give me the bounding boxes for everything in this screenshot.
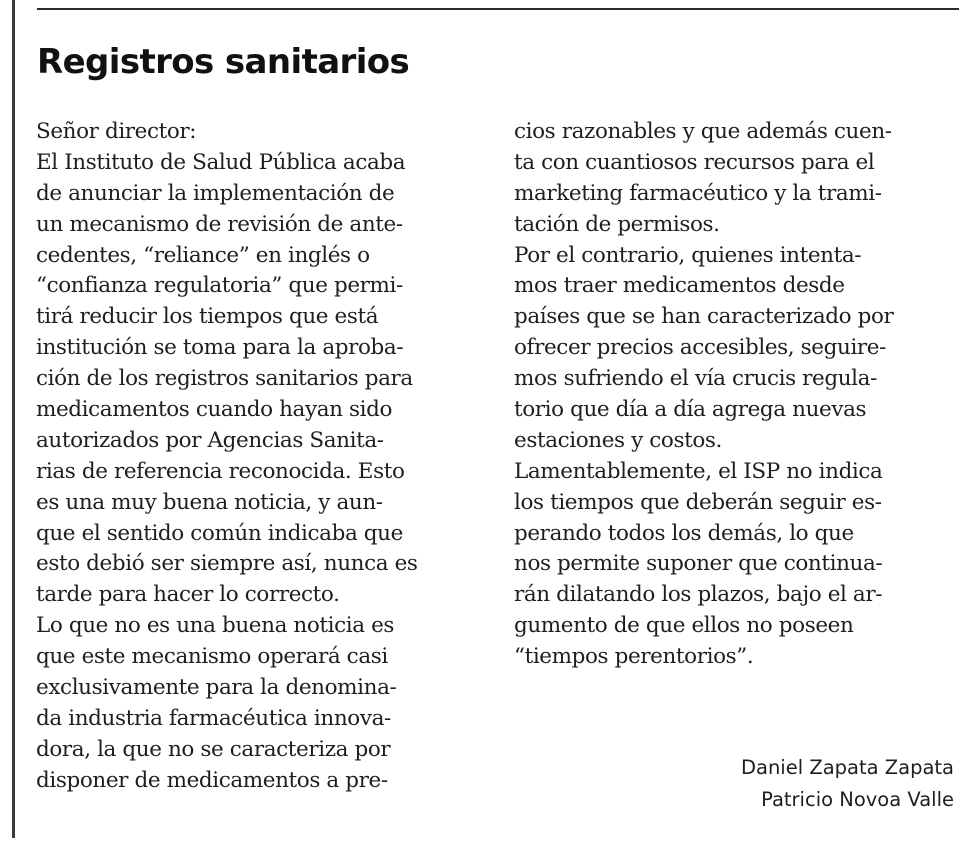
text-line: gumento de que ellos no poseen [514,613,854,639]
signature-name: Patricio Novoa Valle [761,788,954,811]
article-body-left-column [36,117,496,797]
text-line: Por el contrario, quienes intenta- [514,242,862,268]
text-line: cedentes, “reliance” en inglés o [36,242,370,268]
column-divider-rule [12,0,15,838]
text-line: da industria farmacéutica innova- [36,705,391,731]
text-line: disponer de medicamentos a pre- [36,767,388,793]
article-body-right-column [514,117,964,673]
article-title: Registros sanitarios [37,42,410,82]
text-line: autorizados por Agencias Sanita- [36,427,384,453]
text-line: marketing farmacéutico y la trami- [514,180,882,206]
text-line: torio que día a día agrega nuevas [514,397,867,423]
text-line: nos permite suponer que continua- [514,551,883,577]
text-line: tación de permisos. [514,211,720,237]
text-line: tarde para hacer lo correcto. [36,582,340,608]
text-line: los tiempos que deberán seguir es- [514,489,882,515]
text-line: El Instituto de Salud Pública acaba [36,149,406,175]
text-line: “tiempos perentorios”. [514,644,754,670]
text-line: que el sentido común indicaba que [36,520,403,546]
text-line: un mecanismo de revisión de ante- [36,211,403,237]
text-line: es una muy buena noticia, y aun- [36,489,383,515]
text-line: rán dilatando los plazos, bajo el ar- [514,582,883,608]
text-line: mos traer medicamentos desde [514,273,845,299]
text-line: “confianza regulatoria” que permi- [36,273,403,299]
text-line: perando todos los demás, lo que [514,520,854,546]
header-rule [37,8,959,10]
text-line: mos sufriendo el vía crucis regula- [514,366,877,392]
text-line: exclusivamente para la denomina- [36,675,397,701]
text-line: dora, la que no se caracteriza por [36,736,391,762]
text-line: medicamentos cuando hayan sido [36,397,393,423]
text-line: ción de los registros sanitarios para [36,366,413,392]
text-line: cios razonables y que además cuen- [514,119,892,144]
text-line: ofrecer precios accesibles, seguire- [514,335,886,361]
text-line: países que se han caracterizado por [514,304,894,330]
text-line: Lo que no es una buena noticia es [36,613,395,639]
text-line: tirá reducir los tiempos que está [36,304,379,330]
text-line: de anunciar la implementación de [36,180,395,206]
text-line: ta con cuantiosos recursos para el [514,149,875,175]
text-line: rias de referencia reconocida. Esto [36,458,405,484]
signature-block [741,752,954,816]
text-line: estaciones y costos. [514,427,722,453]
text-line: esto debió ser siempre así, nunca es [36,551,418,577]
signature-name: Daniel Zapata Zapata [740,756,954,779]
text-line: que este mecanismo operará casi [36,644,388,670]
text-line: Señor director: [36,119,197,144]
text-line: institución se toma para la aproba- [36,335,404,361]
text-line: Lamentablemente, el ISP no indica [514,458,883,484]
